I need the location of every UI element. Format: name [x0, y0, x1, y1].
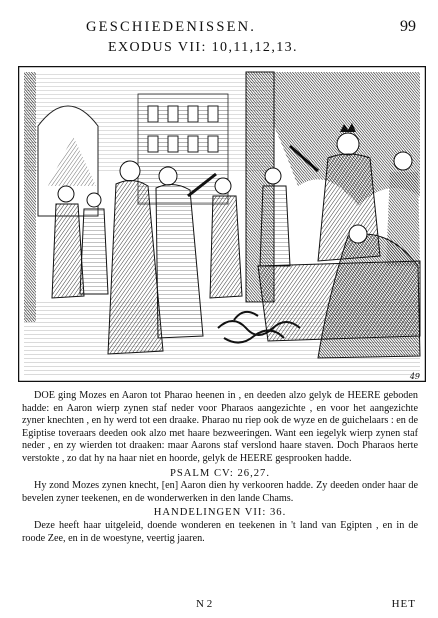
scripture-text	[22, 390, 418, 545]
paragraph-psalm: Hy zond Mozes zynen knecht, [en] Aaron dien hy verkooren hadde. Zy deeden onder haar de bevelen zyner teekenen, en de wonderwerken in den lande Chams.	[22, 480, 418, 504]
scripture-reference: EXODUS VII: 10,11,12,13.	[108, 40, 298, 55]
catchword: HET	[391, 598, 416, 610]
page-number: 99	[400, 18, 416, 35]
paragraph-acts: Deze heeft haar uitgeleid, doende wonderen en teekenen in 't land van Egipten , en in de roode Zee, en in de woestyne, veertig jaaren.	[22, 519, 418, 544]
heading-acts: HANDELINGEN VII: 36.	[153, 507, 287, 519]
running-title: GESCHIEDENISSEN.	[86, 19, 257, 35]
heading-psalm: PSALM CV: 26,27.	[170, 467, 270, 479]
paragraph-exodus: DOE ging Mozes en Aaron tot Pharao heenen in , en deeden alzo gelyk de HEERE geboden hadde: en Aaron wierp zynen staf neder voor Pharaos aangezichte , en voor het aangezichte zyner knechten , en hy werd tot een draake. Pharao nu riep ook de wyze en de guichelaars : en de Egiptise toveraars deeden ook alzo met haare bezweeringen. Want een iegelyk wierp zynen staf neder , en zy wierden tot draaken: maar Aarons staf verslond haare staven. Doch Pharaos herte verstokte , zo dat hy na haar niet en hoorde, gelyk de HEERE gesprooken hadde.	[22, 390, 419, 464]
engraving-plate	[18, 66, 426, 382]
plate-number: 49	[409, 372, 420, 381]
signature-mark: N 2	[196, 598, 213, 610]
